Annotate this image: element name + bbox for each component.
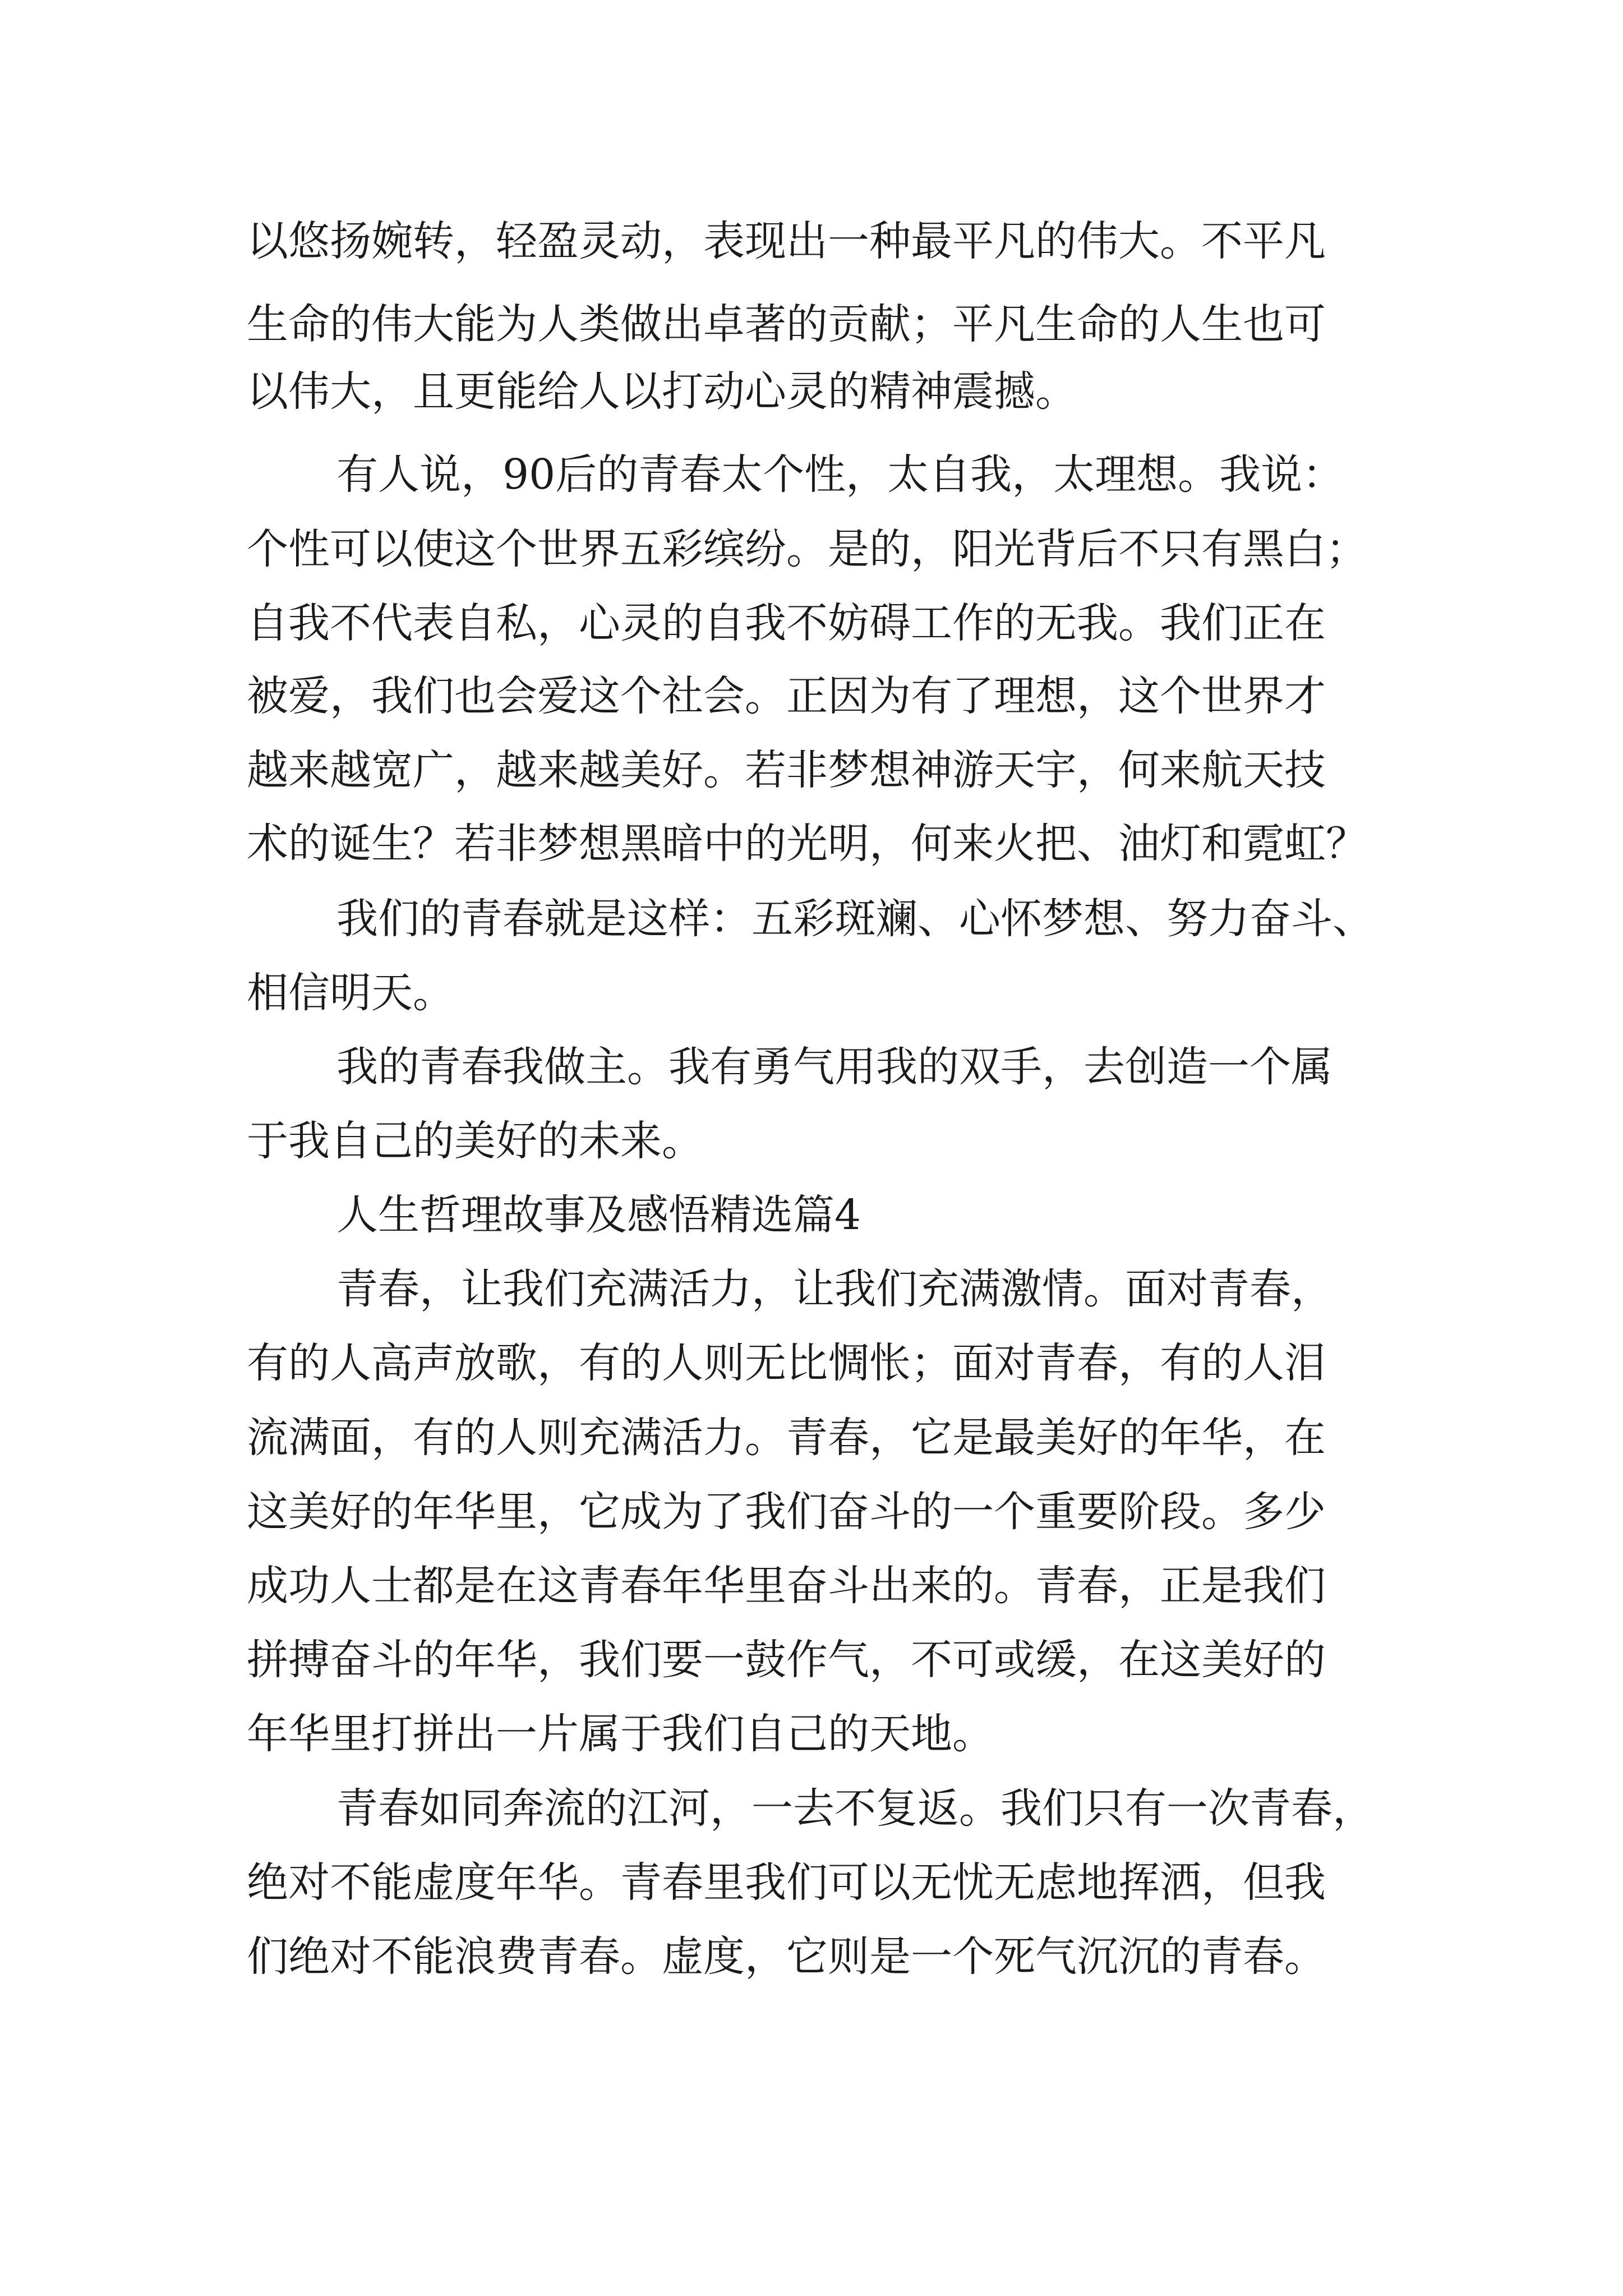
text-line: 成功人士都是在这青春年华里奋斗出来的。青春，正是我们 [247, 1562, 1326, 1610]
text-line: 绝对不能虚度年华。青春里我们可以无忧无虑地挥洒，但我 [247, 1858, 1326, 1907]
text-line: 生命的伟大能为人类做出卓著的贡献；平凡生命的人生也可 [247, 300, 1326, 348]
paragraph-first-line: 我们的青春就是这样：五彩斑斓、心怀梦想、努力奋斗、 [336, 895, 1374, 943]
text-line: 拼搏奋斗的年华，我们要一鼓作气，不可或缓，在这美好的 [247, 1636, 1326, 1684]
text-line: 有的人高声放歌，有的人则无比惆怅；面对青春，有的人泪 [247, 1339, 1326, 1387]
text-line: 们绝对不能浪费青春。虚度，它则是一个死气沉沉的青春。 [247, 1932, 1326, 1981]
text-line: 相信明天。 [247, 969, 454, 1017]
text-line: 年华里打拼出一片属于我们自己的天地。 [247, 1710, 994, 1758]
text-line: 以悠扬婉转，轻盈灵动，表现出一种最平凡的伟大。不平凡 [247, 217, 1326, 265]
text-line: 流满面，有的人则充满活力。青春，它是最美好的年华，在 [247, 1414, 1326, 1462]
section-heading: 人生哲理故事及感悟精选篇4 [336, 1191, 861, 1239]
paragraph-first-line: 青春如同奔流的江河，一去不复返。我们只有一次青春， [336, 1784, 1374, 1833]
text-line: 越来越宽广，越来越美好。若非梦想神游天宇，何来航天技 [247, 746, 1326, 794]
text-line: 这美好的年华里，它成为了我们奋斗的一个重要阶段。多少 [247, 1488, 1326, 1536]
paragraph-first-line: 我的青春我做主。我有勇气用我的双手，去创造一个属 [336, 1043, 1332, 1091]
text-line: 于我自己的美好的未来。 [247, 1117, 703, 1165]
text-line: 以伟大，且更能给人以打动心灵的精神震撼。 [247, 367, 1077, 416]
text-line: 个性可以使这个世界五彩缤纷。是的，阳光背后不只有黑白； [247, 525, 1367, 573]
text-line: 被爱，我们也会爱这个社会。正因为有了理想，这个世界才 [247, 672, 1326, 720]
text-line: 术的诞生？若非梦想黑暗中的光明，何来火把、油灯和霓虹？ [247, 820, 1367, 868]
paragraph-first-line: 青春，让我们充满活力，让我们充满激情。面对青春， [336, 1265, 1332, 1313]
text-line: 自我不代表自私，心灵的自我不妨碍工作的无我。我们正在 [247, 599, 1326, 647]
paragraph-first-line: 有人说，90后的青春太个性，太自我，太理想。我说： [336, 450, 1344, 499]
